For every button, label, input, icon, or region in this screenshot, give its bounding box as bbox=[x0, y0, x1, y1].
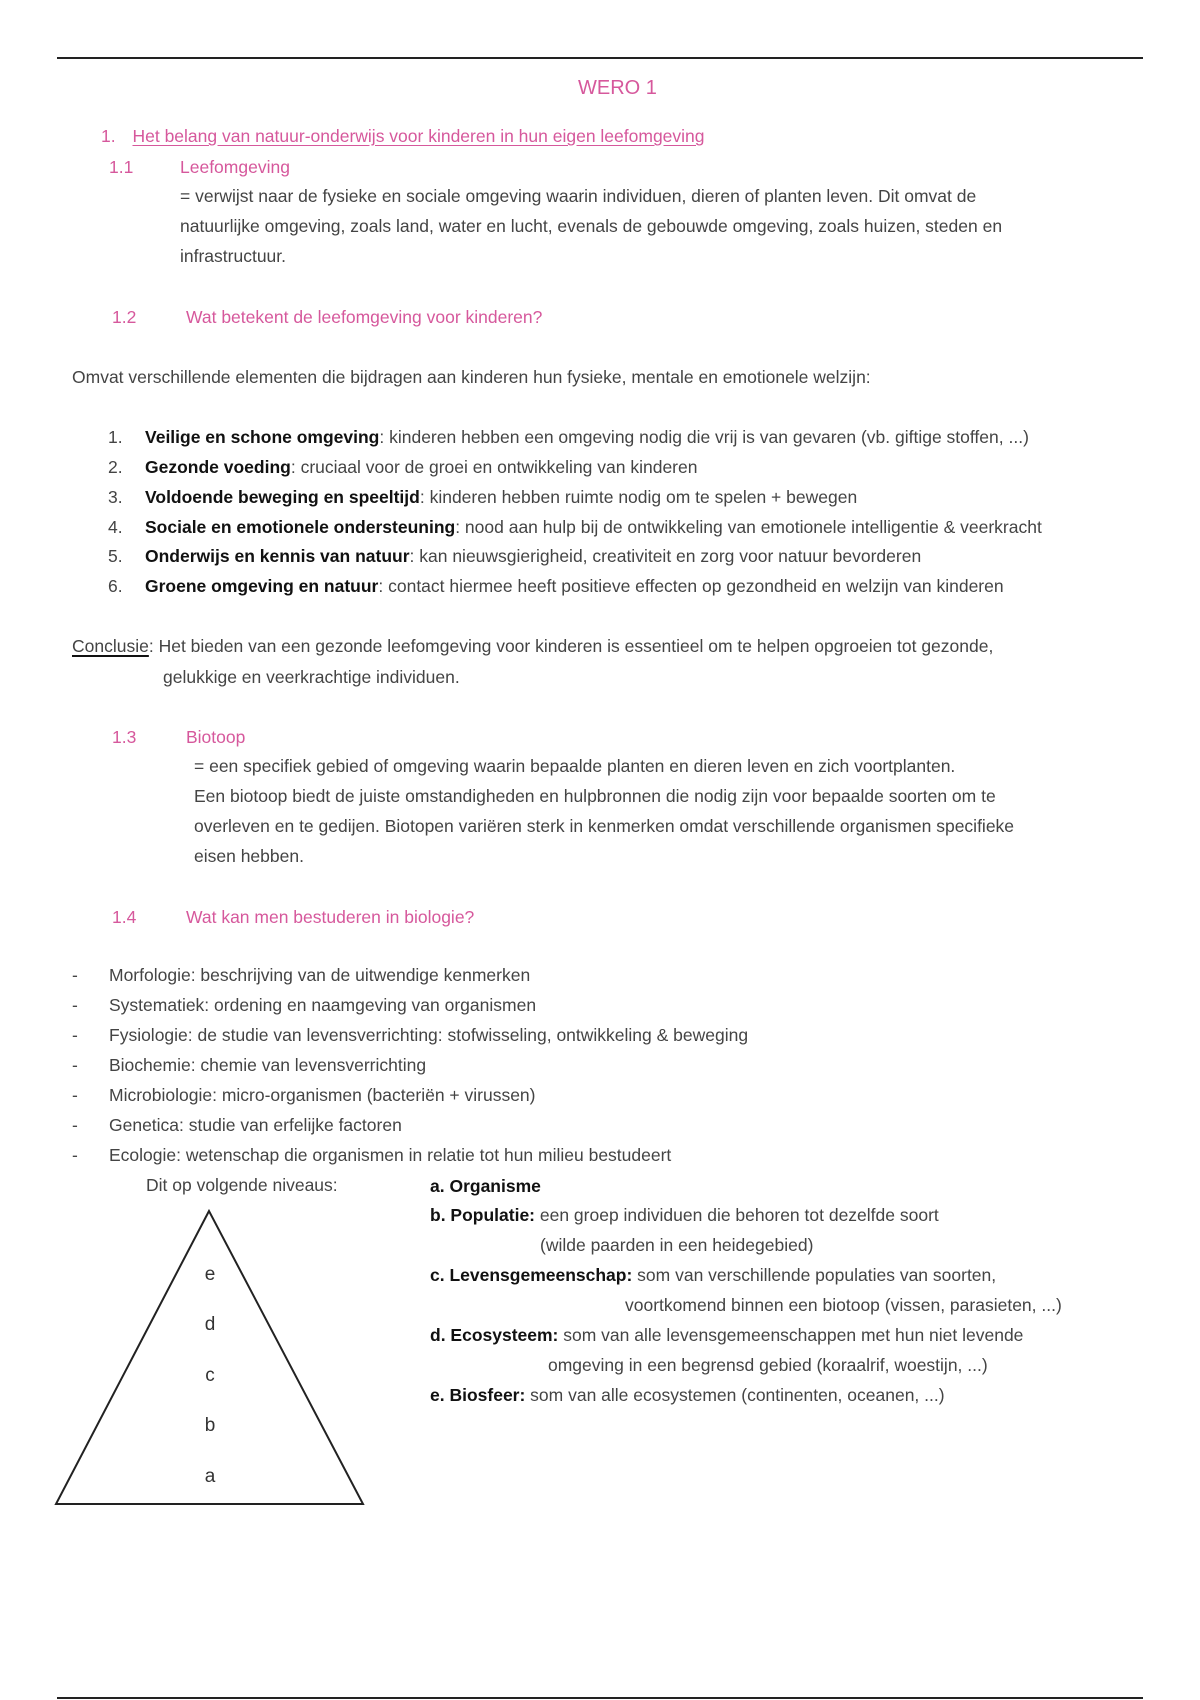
s1-1-line-2: natuurlijke omgeving, zoals land, water en lucht, evenals de gebouwde omgeving, zoals huizen, steden en bbox=[180, 216, 1003, 236]
list-item-text: : kinderen hebben ruimte nodig om te spelen + bewegen bbox=[419, 487, 858, 507]
list-item-number: 6. bbox=[108, 576, 123, 596]
conclusion-label: Conclusie bbox=[72, 636, 149, 656]
pyramid-triangle bbox=[56, 1211, 363, 1504]
level-b-label: b. Populatie: bbox=[430, 1205, 535, 1225]
list-item-text: Biochemie: chemie van levensverrichting bbox=[109, 1055, 427, 1075]
level-e-label: e. Biosfeer: bbox=[430, 1385, 526, 1405]
section-1-number: 1. bbox=[101, 126, 116, 146]
pyramid-label-a: a bbox=[204, 1466, 216, 1487]
list-item bbox=[72, 1055, 426, 1076]
pyramid-label-b: b bbox=[204, 1415, 216, 1436]
list-item bbox=[108, 517, 1042, 538]
conclusion-line-1: : Het bieden van een gezonde leefomgeving voor kinderen is essentieel om te helpen opgroeien tot gezonde, bbox=[148, 636, 994, 656]
s1-1-line-3: infrastructuur. bbox=[180, 246, 287, 266]
list-item-number: 3. bbox=[108, 487, 123, 507]
pyramid-label-e: e bbox=[204, 1264, 216, 1285]
list-item bbox=[108, 576, 1004, 597]
dash-bullet: - bbox=[72, 1085, 78, 1105]
level-c-label: c. Levensgemeenschap: bbox=[430, 1265, 633, 1285]
list-item bbox=[108, 546, 921, 567]
list-item bbox=[72, 995, 536, 1016]
list-item bbox=[72, 965, 530, 986]
list-item bbox=[108, 427, 1029, 448]
list-item bbox=[108, 487, 857, 508]
list-item-term: Gezonde voeding bbox=[145, 457, 291, 477]
s1-3-line-4: eisen hebben. bbox=[194, 846, 304, 866]
list-item-term: Veilige en schone omgeving bbox=[145, 427, 380, 447]
dash-bullet: - bbox=[72, 995, 78, 1015]
list-item-text: Genetica: studie van erfelijke factoren bbox=[109, 1115, 402, 1135]
list-item-text: Microbiologie: micro-organismen (bacteriën + virussen) bbox=[109, 1085, 536, 1105]
s1-3-title: Biotoop bbox=[186, 727, 246, 747]
list-item bbox=[108, 457, 697, 478]
level-b-text: een groep individuen die behoren tot dezelfde soort bbox=[535, 1205, 939, 1225]
levels-intro: Dit op volgende niveaus: bbox=[146, 1175, 338, 1195]
level-d-text-2: omgeving in een begrensd gebied (koraalrif, woestijn, ...) bbox=[548, 1355, 988, 1375]
level-c bbox=[430, 1265, 996, 1286]
bottom-rule bbox=[57, 1697, 1143, 1699]
dash-bullet: - bbox=[72, 1055, 78, 1075]
s1-3-number: 1.3 bbox=[112, 727, 137, 747]
s1-1-title: Leefomgeving bbox=[180, 157, 290, 177]
level-d bbox=[430, 1325, 1023, 1346]
dash-bullet: - bbox=[72, 1145, 78, 1165]
page-title: WERO 1 bbox=[578, 77, 657, 99]
list-item-text: Systematiek: ordening en naamgeving van organismen bbox=[109, 995, 537, 1015]
list-item-number: 5. bbox=[108, 546, 123, 566]
list-item-text: : kinderen hebben een omgeving nodig die vrij is van gevaren (vb. giftige stoffen, ...) bbox=[379, 427, 1029, 447]
list-item-text: Ecologie: wetenschap die organismen in relatie tot hun milieu bestudeert bbox=[109, 1145, 672, 1165]
section-1-heading bbox=[101, 126, 705, 147]
list-item bbox=[72, 1025, 748, 1046]
s1-2-title: Wat betekent de leefomgeving voor kinderen? bbox=[186, 307, 543, 327]
level-d-text: som van alle levensgemeenschappen met hun niet levende bbox=[558, 1325, 1024, 1345]
list-item-term: Sociale en emotionele ondersteuning bbox=[145, 517, 456, 537]
s1-2-intro: Omvat verschillende elementen die bijdragen aan kinderen hun fysieke, mentale en emotionele welzijn: bbox=[72, 367, 871, 387]
list-item bbox=[72, 1115, 402, 1136]
ecology-pyramid bbox=[50, 1205, 370, 1510]
list-item bbox=[72, 1145, 671, 1166]
level-c-text-2: voortkomend binnen een biotoop (vissen, parasieten, ...) bbox=[625, 1295, 1062, 1315]
list-item-number: 4. bbox=[108, 517, 123, 537]
dash-bullet: - bbox=[72, 1115, 78, 1135]
dash-bullet: - bbox=[72, 965, 78, 985]
list-item-number: 2. bbox=[108, 457, 123, 477]
list-item-text: : contact hiermee heeft positieve effecten op gezondheid en welzijn van kinderen bbox=[378, 576, 1004, 596]
section-1-title: Het belang van natuur-onderwijs voor kinderen in hun eigen leefomgeving bbox=[132, 126, 705, 146]
level-b bbox=[430, 1205, 939, 1226]
level-e-text: som van alle ecosystemen (continenten, oceanen, ...) bbox=[525, 1385, 945, 1405]
s1-2-number: 1.2 bbox=[112, 307, 137, 327]
list-item-term: Voldoende beweging en speeltijd bbox=[145, 487, 420, 507]
pyramid-label-c: c bbox=[205, 1365, 215, 1386]
list-item-text: : kan nieuwsgierigheid, creativiteit en zorg voor natuur bevorderen bbox=[409, 546, 922, 566]
top-rule bbox=[57, 57, 1143, 59]
level-c-text: som van verschillende populaties van soorten, bbox=[632, 1265, 997, 1285]
s1-4-number: 1.4 bbox=[112, 907, 137, 927]
list-item-number: 1. bbox=[108, 427, 123, 447]
list-item bbox=[72, 1085, 536, 1106]
s1-3-line-2: Een biotoop biedt de juiste omstandigheden en hulpbronnen die nodig zijn voor bepaalde soorten om te bbox=[194, 786, 996, 806]
conclusion bbox=[72, 636, 993, 657]
s1-4-title: Wat kan men bestuderen in biologie? bbox=[186, 907, 475, 927]
level-b-text-2: (wilde paarden in een heidegebied) bbox=[540, 1235, 814, 1255]
s1-3-line-3: overleven en te gedijen. Biotopen variëren sterk in kenmerken omdat verschillende organismen specifieke bbox=[194, 816, 1015, 836]
list-item-text: : nood aan hulp bij de ontwikkeling van emotionele intelligentie & veerkracht bbox=[455, 517, 1042, 537]
list-item-term: Onderwijs en kennis van natuur bbox=[145, 546, 410, 566]
level-d-label: d. Ecosysteem: bbox=[430, 1325, 559, 1345]
s1-1-line-1: = verwijst naar de fysieke en sociale omgeving waarin individuen, dieren of planten leven. Dit omvat de bbox=[180, 186, 977, 206]
list-item-text: Morfologie: beschrijving van de uitwendige kenmerken bbox=[109, 965, 531, 985]
list-item-term: Groene omgeving en natuur bbox=[145, 576, 379, 596]
pyramid-label-d: d bbox=[204, 1314, 216, 1335]
level-a-label: a. Organisme bbox=[430, 1176, 541, 1196]
s1-1-number: 1.1 bbox=[109, 157, 134, 177]
list-item-text: Fysiologie: de studie van levensverrichting: stofwisseling, ontwikkeling & beweging bbox=[109, 1025, 749, 1045]
conclusion-line-2: gelukkige en veerkrachtige individuen. bbox=[163, 667, 460, 687]
s1-3-line-1: = een specifiek gebied of omgeving waarin bepaalde planten en dieren leven en zich voortplanten. bbox=[194, 756, 956, 776]
list-item-text: : cruciaal voor de groei en ontwikkeling van kinderen bbox=[290, 457, 698, 477]
dash-bullet: - bbox=[72, 1025, 78, 1045]
level-e bbox=[430, 1385, 945, 1406]
